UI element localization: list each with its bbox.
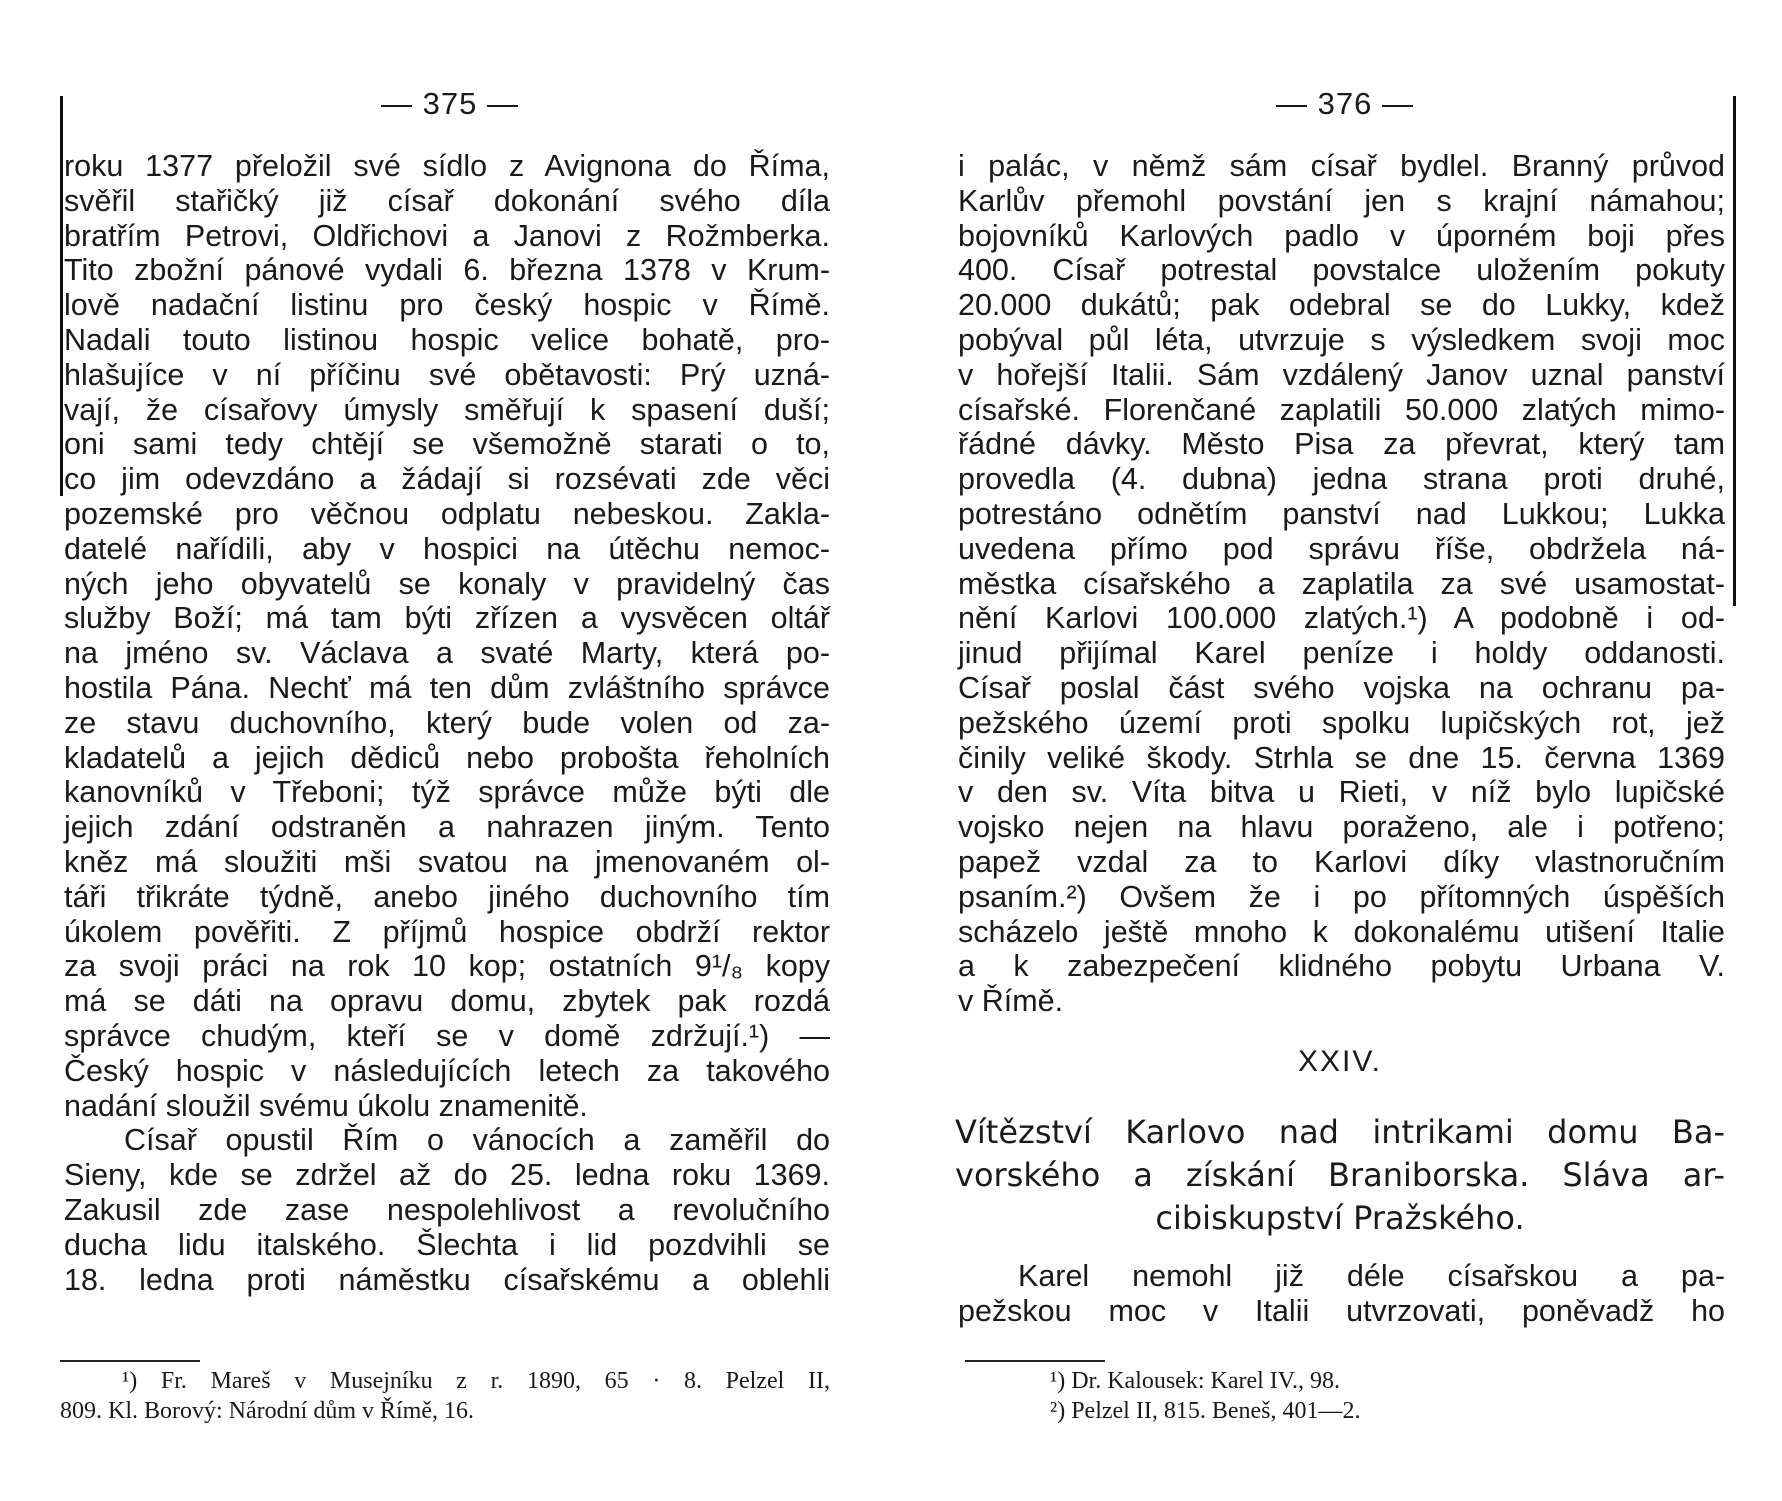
chapter-number: XXIV. [1298, 1045, 1382, 1078]
text-line: Císař poslal část svého vojska na ochranu pa- [958, 670, 1725, 705]
text-line: papež vzdal za to Karlovi díky vlastnoručním [958, 844, 1725, 879]
right-page [955, 0, 1735, 1501]
text-line: Zakusil zde zase nespolehlivost a revolučního [64, 1192, 830, 1227]
text-line: Císař opustil Řím o vánocích a zaměřil do [124, 1123, 830, 1158]
text-line: Nadali touto listinou hospic velice bohatě, pro- [64, 322, 830, 357]
left-page-number: — 375 — [381, 86, 519, 121]
text-line: i palác, v němž sám císař bydlel. Branný průvod [958, 149, 1725, 183]
text-line: kladatelů a jejich dědiců nebo probošta řeholních [64, 740, 830, 775]
text-line: služby Boží; má tam býti zřízen a vysvěcen oltář [64, 601, 830, 636]
footnote-line: 809. Kl. Borový: Národní dům v Římě, 16. [60, 1398, 474, 1424]
text-line: vojsko nejen na hlavu poraženo, ale i potřeno; [958, 810, 1725, 845]
right-page-number: — 376 — [1276, 86, 1414, 121]
text-line: hlašujíce v ní příčinu své obětavosti: Prý uzná- [64, 357, 830, 392]
right-body-text [958, 149, 1725, 1019]
text-line: Karel nemohl již déle císařskou a pa- [1018, 1259, 1725, 1293]
right-body-text-after-title [958, 1259, 1725, 1329]
text-line: táři třikráte týdně, anebo jiného duchovního tím [64, 879, 830, 914]
text-line: má se dáti na opravu domu, zbytek pak rozdá [64, 984, 830, 1019]
text-line: scházelo ještě mnoho k dokonalému utišení Italie [958, 914, 1725, 949]
text-line: Český hospic v následujících letech za takového [64, 1053, 830, 1088]
text-line: ducha lidu italského. Šlechta i lid pozdvihli se [64, 1227, 830, 1262]
text-line: Tito zbožní pánové vydali 6. března 1378 v Krum- [64, 253, 830, 288]
text-line: správce chudým, kteří se v domě zdržují.¹) — [64, 1018, 830, 1053]
text-line: pobýval půl léta, utvrzuje s výsledkem svoji moc [958, 322, 1725, 357]
text-line: 18. ledna proti náměstku císařskému a oblehli [64, 1262, 830, 1297]
text-line: městka císařského a zaplatila za své usamostat- [958, 566, 1725, 601]
text-line: v Římě. [958, 984, 1064, 1019]
text-line: datelé nařídili, aby v hospici na útěchu nemoc- [64, 531, 830, 566]
text-line: psaním.²) Ovšem že i po přítomných úspěších [958, 879, 1725, 914]
text-line: vají, že císařovy úmysly směřují k spasení duší; [64, 392, 830, 427]
text-line: roku 1377 přeložil své sídlo z Avignona do Říma, [64, 149, 830, 183]
left-margin-bar [60, 96, 63, 496]
text-line: kanovníků v Třeboni; týž správce může býti dle [64, 775, 830, 810]
text-line: bratřím Petrovi, Oldřichovi a Janovi z Rožmberka. [64, 218, 830, 253]
text-line: činily veliké škody. Strhla se dne 15. června 1369 [958, 740, 1725, 775]
chapter-title [955, 1111, 1725, 1240]
text-line: v den sv. Víta bitva u Rieti, v níž bylo lupičské [958, 775, 1725, 810]
text-line: oni sami tedy chtějí se všemožně starati o to, [64, 427, 830, 462]
text-line: uvedena přímo pod správu říše, obdržela ná- [958, 531, 1725, 566]
footnote-line: ¹) Fr. Mareš v Musejníku z r. 1890, 65 · 8. Pelzel II, [122, 1368, 830, 1394]
text-line: pežského území proti spolku lupičských rot, jež [958, 705, 1725, 740]
footnote-line: ²) Pelzel II, 815. Beneš, 401—2. [1050, 1398, 1361, 1424]
text-line: pežskou moc v Italii utvrzovati, poněvadž ho [958, 1293, 1725, 1328]
text-line: provedla (4. dubna) jedna strana proti druhé, [958, 462, 1725, 497]
text-line: 20.000 dukátů; pak odebral se do Lukky, kdež [958, 288, 1725, 323]
footnote-divider [965, 1360, 1105, 1362]
text-line: hostila Pána. Nechť má ten dům zvláštního správce [64, 670, 830, 705]
text-line: ze stavu duchovního, který bude volen od za- [64, 705, 830, 740]
text-line: jejich zdání odstraněn a nahrazen jiným. Tento [64, 810, 830, 845]
left-page [60, 0, 840, 1501]
text-line: jinud přijímal Karel peníze i holdy oddanosti. [958, 636, 1725, 671]
text-line: a k zabezpečení klidného pobytu Urbana V. [958, 949, 1725, 984]
chapter-title-line: Vítězství Karlovo nad intrikami domu Ba- [955, 1113, 1725, 1151]
text-line: pozemské pro věčnou odplatu nebeskou. Zakla- [64, 496, 830, 531]
text-line: ných jeho obyvatelů se konaly v pravidelný čas [64, 566, 830, 601]
text-line: co jim odevzdáno a žádají si rozsévati zde věci [64, 462, 830, 497]
text-line: bojovníků Karlových padlo v úporném boji přes [958, 218, 1725, 253]
left-footnotes [60, 1366, 830, 1426]
text-line: kněz má sloužiti mši svatou na jmenovaném ol- [64, 844, 830, 879]
text-line: císařské. Florenčané zaplatili 50.000 zlatých mimo- [958, 392, 1725, 427]
text-line: nění Karlovi 100.000 zlatých.¹) A podobně i od- [958, 601, 1725, 636]
text-line: svěřil stařičký již císař dokonání svého díla [64, 183, 830, 218]
text-line: lově nadační listinu pro český hospic v Římě. [64, 288, 830, 323]
text-line: úkolem pověřiti. Z příjmů hospice obdrží rektor [64, 914, 830, 949]
text-line: potrestáno odnětím panství nad Lukkou; Lukka [958, 496, 1725, 531]
right-footnotes [1050, 1366, 1725, 1426]
footnote-divider [60, 1360, 200, 1362]
text-line: na jméno sv. Václava a svaté Marty, která po- [64, 636, 830, 671]
text-line: nadání sloužil svému úkolu znamenitě. [64, 1088, 588, 1123]
chapter-title-line: cibiskupství Pražského. [1155, 1199, 1525, 1237]
text-line: v hořejší Italii. Sám vzdálený Janov uznal panství [958, 357, 1725, 392]
text-line: Karlův přemohl povstání jen s krajní námahou; [958, 183, 1725, 218]
left-body-text [64, 149, 830, 1297]
text-line: 400. Císař potrestal povstalce uložením pokuty [958, 253, 1725, 288]
footnote-line: ¹) Dr. Kalousek: Karel IV., 98. [1050, 1368, 1341, 1394]
text-line: řádné dávky. Město Pisa za převrat, který tam [958, 427, 1725, 462]
text-line: Sieny, kde se zdržel až do 25. ledna roku 1369. [64, 1158, 830, 1193]
right-margin-bar [1733, 96, 1736, 606]
text-line: za svoji práci na rok 10 kop; ostatních 9¹/₈ kopy [64, 949, 830, 984]
chapter-title-line: vorského a získání Braniborska. Sláva ar- [955, 1156, 1725, 1194]
